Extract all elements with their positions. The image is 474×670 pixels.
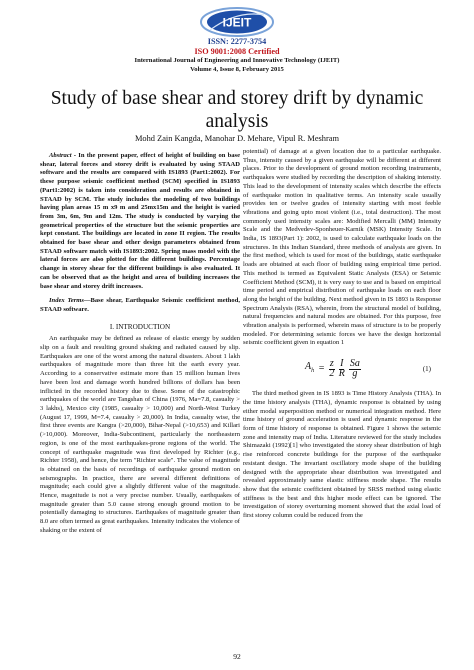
title-line-2: analysis [205,111,269,132]
fraction-2: $\frac{I}{R}$ [338,357,345,379]
abstract [40,152,240,291]
right-paragraph-1: potential) of damage at a given location due to a particular earthquake. Thus, intensity caused by a given earthquake will be different at different places. Prior to the development of ground motion recording instruments, earthquakes were studied by recording the description of shaking intensity. This lead to the development of intensity scales which describe the effects of earthquake motion in qualitative terms. An intensity scale usually provides ten or twelve grades of intensity starting with most feeble vibrations and going upto most violent (i.e., total destruction). The most commonly used intensity scales are: Modified Mercalli (MM) Intensity Scale and the Medvedev-Sponheuer-Karnik (MSK) Intensity Scale. In India, IS 1893(Part 1): 2002, is used to calculate earthquake loads on the structures. In this Indian Standard, three methods of analysis are given. In the first method, which is used for most of the buildings, static earthquake loads are obtained at each floor of building using empirical time period. This method is termed as Equivalent Static Analysis (ESA) or Seismic Coefficient Method (SCM), it is very easy to use and is based on empirical time period and empirical distribution of earthquake loads on each floor along the height of the building. Next method given in IS 1893 is Response Spectrum Analysis (RSA), wherein, from the structural model of building, natural frequencies and natural modes are obtained. For this purpose, free vibration analysis is performed, wherein mass of structure is to be properly modeled. For determining seismic forces we have the design horizontal seismic coefficient given in equation 1 [243,148,441,347]
journal-name: International Journal of Engineering and Innovative Technology (IJEIT) [134,57,340,64]
volume-issue: Volume 4, Issue 8, February 2015 [190,66,284,73]
equation-equals: = [318,362,325,374]
right-column [243,148,441,521]
page-number: 92 [233,652,241,661]
intro-paragraph: An earthquake may be defined as release of elastic energy by sudden slip on a fault and resulting ground shaking and radiated caused by slip. Earthquakes are one of the worst among the natural disasters. About 1 lakh earthquakes of magnitude more than three hit the earth every year. According to a conservative estimate more than 15 million human lives have been lost and damage worth hundred billions of dollars has been inflicted in the recorded history due to these. Some of the catastrophic earthquakes of the world are Tangshan of China (1976, Ma=7.8, casualty > 3 lakhs), Mexico city (1985, casualty > 10,000) and North-West Turkey (August 17, 1999, M=7.4, casualty > 20,000). In India, casualty wise, the first three events are Kangra (>20,000), Bihar-Nepal (>10,653) and Killari (>10,000). Moreover, India-Subcontinent, particularly the northeastern region, is one of the most earthquakes-prone regions of the world. The concept of earthquake magnitude was first developed by Richter (e.g., Richter 1958), and hence, the term "Richter scale". The value of magnitude is obtained on the basis of recordings of earthquake ground motion on seismographs. In practice, there are several different definitions of magnitude; each could give a slightly different value of the magnitude. Hence, magnitude is not a very precise number. Usually, earthquakes of magnitude greater than 5.0 cause strong enough ground motion to be potentially damaging to structures. Earthquakes of magnitude greater than 8.0 are often termed as great earthquakes. Intensity indicates the violence of shaking or the extent of [40,335,240,534]
left-column [40,152,240,536]
paper-title [30,87,444,133]
title-line-1: Study of base shear and storey drift by dynamic [50,88,424,109]
equation-number: (1) [422,364,431,373]
index-terms [40,297,240,314]
logo-text: IJEIT [222,15,252,30]
right-paragraph-2: The third method given in IS 1893 is Time History Analysis (THA). In the time history analysis (THA), dynamic response is obtained by using either modal superposition method or numerical integration method. Here time history of ground acceleration is used and dynamic response in the form of time history of response is obtained. Figure 1 shows the seismic zone and intensity map of India. Literature reviewed for the study includes Shimazaki (1992)[1] who investigated the storey shear distribution of high rise reinforced concrete buildings for the purpose of the earthquake resistant design. The invariant oscillatory mode shape of the building designed with the appropriate shear distribution was investigated and revealed approximately same elastic stiffness mode shape. The results show that the seismic coefficient obtained by SRSS method using elastic stiffness is the best and this higher mode effect can be ignored. The investigation of storey overturning moment showed that the axial load of first storey column could be reduced from the [243,390,441,520]
journal-logo [198,6,276,38]
abstract-label: Abstract - [49,152,76,159]
abstract-text: In the present paper, effect of height of building on base shear, lateral forces and storey drift is evaluated by using STAAD software and the results are compared with IS1893 (Part1:2002). For these purpose seismic coefficient method (SCM) specified in IS1893 (Part1:2002) is taken into consideration and results are obtained in STAAD by SCM. The study includes the modeling of two buildings having plan areas 15 m x9 m and 25mx15m and the height is varied from 3m, 6m, 9m and 12m. The study is conducted by varying the geometrical properties of the structure but the seismic properties are kept constant. The buildings are located in zone II region. The results obtained for base shear and other design parameters obtained from STAAD software match with IS1893:2002. Spring mass model with the lateral forces are also plotted for the different buildings. Percentage change in storey shear for the different buildings is also evaluated. It can be observed that as the height and area of building increases the base shear and storey drift increases. [40,152,241,290]
fraction-3: $\frac{Sa}{g}$ [349,357,360,379]
index-terms-label: Index Terms [49,297,84,305]
iso-line: ISO 9001:2008 Certified [194,47,280,56]
section-heading-introduction: I. INTRODUCTION [109,322,171,331]
issn-line: ISSN: 2277-3754 [207,37,267,46]
author-list: Mohd Zain Kangda, Manohar D. Mehare, Vipul R. Meshram [134,134,340,143]
index-terms-text: —Base shear, Earthquake Seismic coefficient method, STAAD software. [40,297,240,313]
equation-lhs: $A_h$ [305,360,315,374]
equation-1 [243,351,441,387]
equation-formula [305,357,361,379]
fraction-1: $\frac{z}{2}$ [329,357,335,379]
